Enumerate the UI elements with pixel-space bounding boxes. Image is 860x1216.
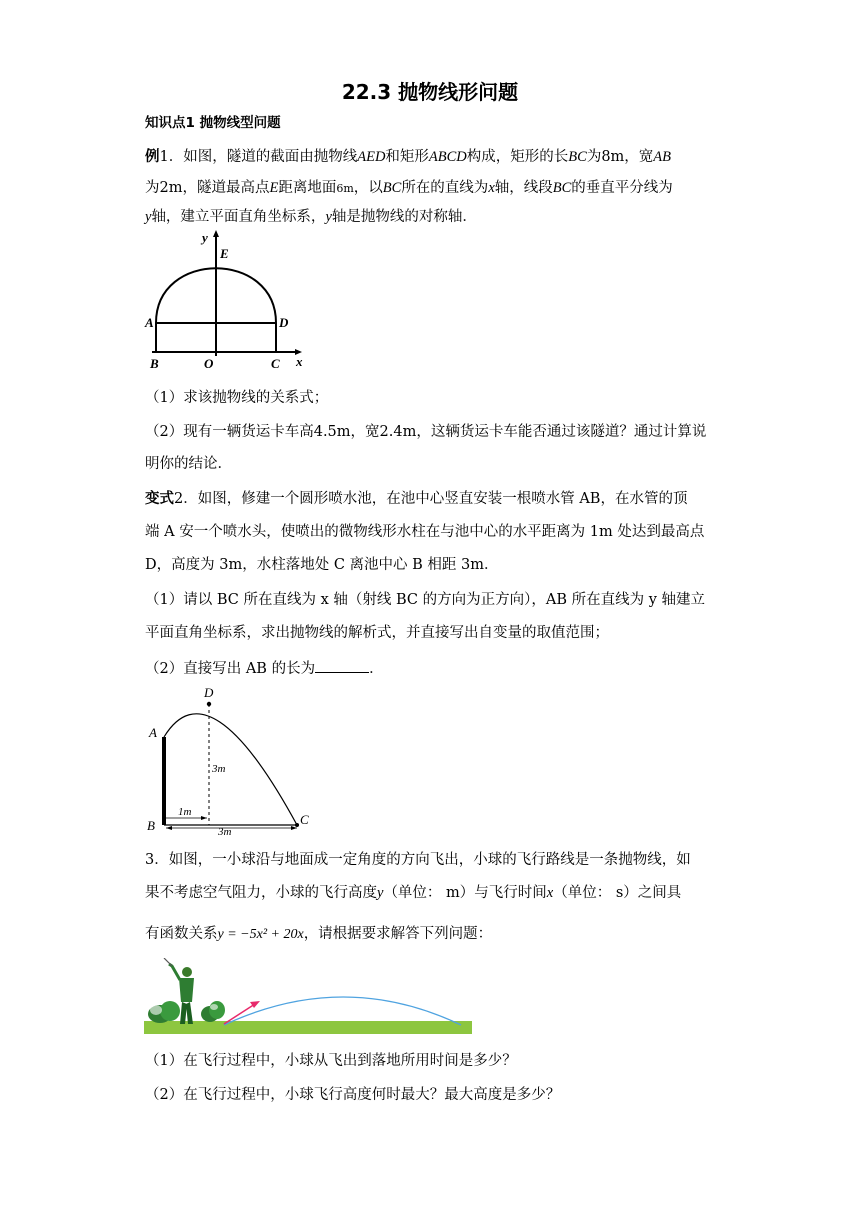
section-heading: 知识点1 抛物线型问题 (145, 115, 281, 131)
fig2-label-D: D (204, 685, 214, 700)
fig1-label-C: C (271, 356, 280, 371)
tunnel-figure (144, 228, 310, 374)
fig1-label-A: A (145, 315, 154, 330)
fig2-distance-3m: 3m (218, 826, 232, 837)
fig2-height-label: 3m (212, 763, 226, 775)
variant-tag: 变式 (145, 491, 174, 507)
fountain-figure (144, 685, 319, 837)
fig1-label-y: y (202, 230, 208, 245)
golf-figure (144, 958, 474, 1036)
example1-line3: y轴，建立平面直角坐标系，y轴是抛物线的对称轴． (145, 209, 477, 225)
example3-question2: （2）在飞行过程中，小球飞行高度何时最大？最大高度是多少？ (145, 1087, 561, 1103)
example2-question2: （2）直接写出 AB 的长为 ． (145, 658, 384, 679)
example2-line3: D，高度为 3m，水柱落地处 C 离池中心 B 相距 3m． (145, 557, 499, 573)
example1-question2-line2: 明你的结论． (145, 456, 232, 472)
bush-right (201, 1001, 225, 1022)
example2-line2: 端 A 安一个喷水头，使喷出的微物线形水柱在与池中心的水平距离为 1m 处达到最高点 (145, 524, 705, 540)
fig2-label-A: A (149, 725, 157, 740)
example2-line1: 变式2．如图，修建一个圆形喷水池，在池中心竖直安装一根喷水管 AB，在水管的顶 (145, 491, 688, 507)
example3-question1: （1）在飞行过程中，小球从飞出到落地所用时间是多少？ (145, 1053, 517, 1069)
function-formula: y = −5x² + 20x (217, 927, 304, 942)
example2-question1-line2: 平面直角坐标系，求出抛物线的解析式，并直接写出自变量的取值范围； (145, 625, 609, 641)
ground-strip (144, 1021, 472, 1034)
fig1-label-B: B (150, 356, 159, 371)
example3-line1: 3．如图，一小球沿与地面成一定角度的方向飞出，小球的飞行路线是一条抛物线，如 (145, 852, 691, 868)
fig2-label-C: C (300, 812, 309, 827)
example-tag: 例 (145, 149, 160, 165)
example3-line3: 有函数关系y = −5x² + 20x，请根据要求解答下列问题： (145, 926, 493, 942)
example3-line2: 果不考虑空气阻力，小球的飞行高度y（单位： m）与飞行时间x（单位： s）之间具 (145, 885, 682, 901)
fig1-label-E: E (220, 246, 229, 261)
fig2-distance-1m: 1m (178, 806, 192, 818)
example1-line2: 为2m，隧道最高点E距离地面6m，以BC所在的直线为x轴，线段BC的垂直平分线为 (145, 180, 673, 196)
example1-question1: （1）求该抛物线的关系式； (145, 390, 329, 406)
fig1-label-D: D (279, 315, 289, 330)
fig2-label-B: B (147, 818, 155, 833)
fig1-label-x: x (296, 354, 303, 369)
example1-question2-line1: （2）现有一辆货运卡车高4.5m，宽2.4m，这辆货运卡车能否通过该隧道？通过计算说 (145, 424, 707, 440)
example2-question1-line1: （1）请以 BC 所在直线为 x 轴（射线 BC 的方向为正方向），AB 所在直线为 y 轴建立 (145, 592, 705, 608)
page-title: 22.3 抛物线形问题 (341, 80, 519, 104)
fig1-label-O: O (204, 356, 214, 371)
example1-line1: 例1．如图，隧道的截面由抛物线AED和矩形ABCD构成，矩形的长BC为8m，宽AB (145, 149, 672, 165)
bush-left (148, 1001, 180, 1023)
answer-blank (315, 658, 369, 673)
